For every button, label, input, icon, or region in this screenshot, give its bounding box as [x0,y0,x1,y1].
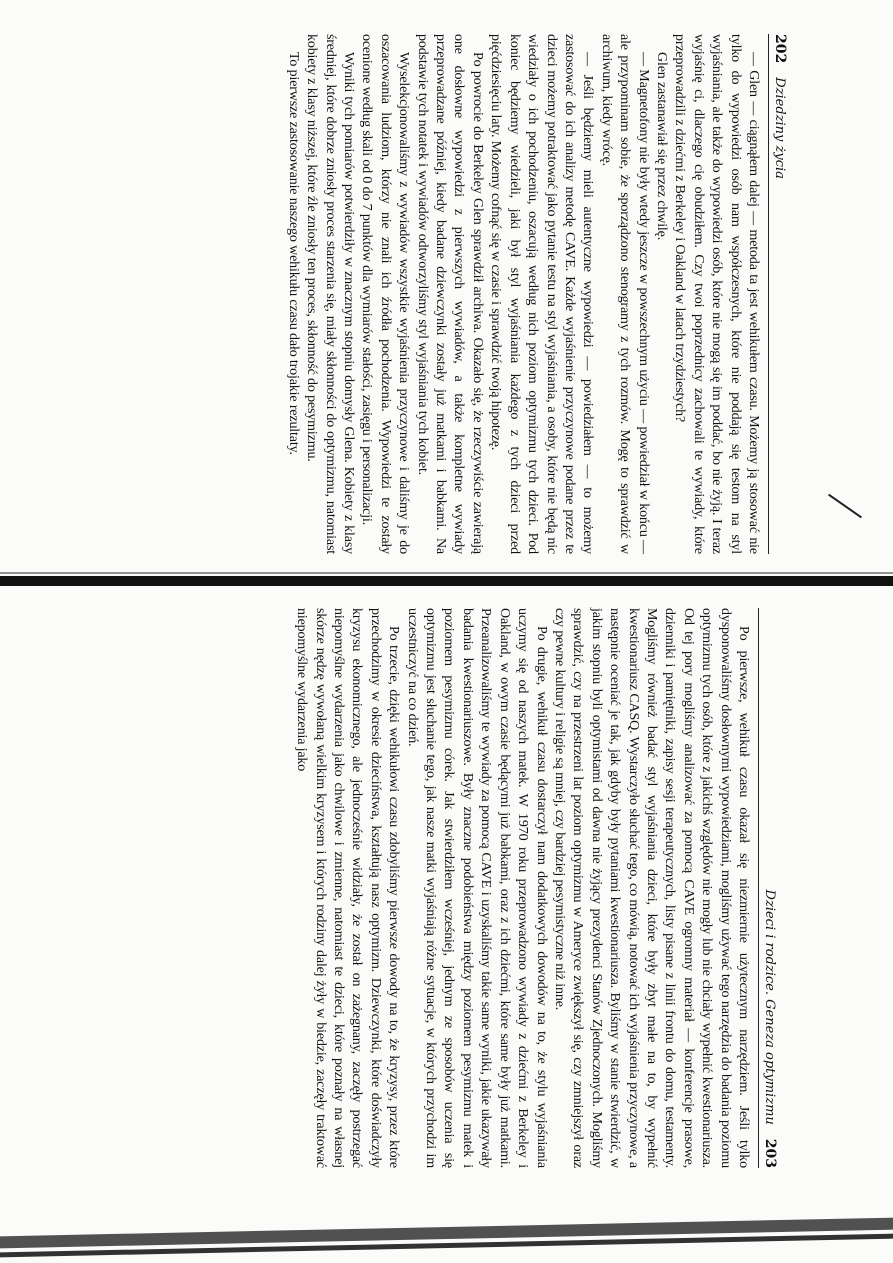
running-head-right [758,608,778,1168]
paragraph: — Glen — ciągnąłem dalej — metoda ta jest wehikułem czasu. Możemy ją stosować nie tylko do wypowiedzi osób nam współczesnych, które nie poddają się testom na styl wyjaśniania, ale także do wypowiedzi osób, które nie mogą się im poddać, bo nie żyją. I teraz wyjaśnię ci, dlaczego cię obudziłem. Czy twoi poprzednicy zachowali te wywiady, które przeprowadzili z dziećmi z Berkeley i Oakland w latach trzydziestych? [672,34,761,554]
paragraph: Po drugie, wehikuł czasu dostarczył nam dodatkowych dowodów na to, że stylu wyjaśniania uczymy się od naszych matek. W 1970 roku przeprowadzono wywiady z dziećmi z Berkeley i Oakland, w owym czasie będącymi już babkami, oraz z ich dziećmi, które same były już matkami. Przeanalizowaliśmy te wywiady za pomocą CAVE i uzyskaliśmy takie same wyniki, jakie ukazywały badania kwestionariuszowe. Były znaczne podobieństwa między poziomem pesymizmu matek i poziomem pesymizmu córek. Jak stwierdziłem wcześniej, jednym ze sposobów uczenia się optymizmu jest słuchanie tego, jak nasze matki wyjaśniają różne sytuacje, w których przychodzi im uczestniczyć na co dzień. [404,608,549,1168]
paragraph: Wyselekcjonowaliśmy z wywiadów wszystkie wyjaśnienia przyczynowe i daliśmy je do oszacowania ludziom, którzy nie znali ich źródła pochodzenia. Wypowiedzi te zostały ocenione według skali od 0 do 7 punktów dla wymiarów stałości, zasięgu i personalizacji. [359,34,412,554]
paragraph: Wyniki tych pomiarów potwierdziły w znacznym stopniu domysły Glena. Kobiety z klasy średniej, które dobrze zniosły proces starzenia się, miały skłonności do optymizmu, natomiast kobiety z klasy niższej, które źle zniosły ten proces, skłonność do pesymizmu. [304,34,357,554]
scan-edge-artifact [0,1205,893,1263]
book-gutter-shadow [0,572,893,574]
running-head-left [768,34,788,554]
page-number: 202 [772,34,788,64]
paragraph: Po powrocie do Berkeley Glen sprawdził archiwa. Okazało się, że rzeczywiście zawierają one dosłowne wypowiedzi z pierwszych wywiadów, a także kompletne wywiady przeprowadzane później, kiedy badane dziewczynki zostały już matkami i babkami. Na podstawie tych notatek i wywiadów odtworzyliśmy styl wyjaśniania tych kobiet. [414,34,485,554]
paragraph: Po pierwsze, wehikuł czasu okazał się niezmiernie użytecznym narzędziem. Jeśli tylko dysponowaliśmy dosłownymi wypowiedziami, mogliśmy używać tego narzędzia do badania poziomu optymizmu tych osób, które z jakichś względów nie mogły lub nie chciały wypełnić kwestionariusza. Od tej pory mogliśmy analizować za pomocą CAVE ogromny materiał — konferencje prasowe, dzienniki i pamiętniki, zapisy sesji terapeutycznych, listy pisane z linii frontu do domu, testamenty. Mogliśmy również badać styl wyjaśniania dzieci, które były zbyt małe na to, by wypełnić kwestionariusz CASQ. Wystarczyło słuchać tego, co mówią, notować ich wyjaśnienia przyczynowe, a następnie oceniać je tak, jak gdyby były pytaniami kwestionariusza. Byliśmy w stanie stwierdzić, w jakim stopniu byli optymistami od dawna nie żyjący prezydenci Stanów Zjednoczonych. Mogliśmy sprawdzić, czy na przestrzeni lat poziom optymizmu w Ameryce zwiększył się, czy zmniejszył oraz czy pewne kultury i religie są mniej, czy bardziej pesymistyczne niż inne. [551,608,751,1168]
paragraph: Glen zastanawiał się przez chwilę. [653,52,669,241]
paragraph: To pierwsze zastosowanie naszego wehikułu czasu dało trojakie rezultaty. [285,52,301,455]
body-text [292,608,752,1168]
book-spine [0,576,893,586]
paragraph: — Magnetofony nie były wtedy jeszcze w powszechnym użyciu — powiedział w końcu — ale przypominam sobie, że sporządzono stenogramy z tych rozmów. Mogę to sprawdzić w archiwum, kiedy wrócę. [598,34,651,554]
body-text [283,34,762,554]
running-title: Dziedziny życia [772,77,787,179]
paragraph: — Jeśli będziemy mieli autentyczne wypowiedzi — powiedziałem — to możemy zastosować do ich analizy metodę CAVE. Każde wyjaśnienie przyczynowe podane przez te dzieci możemy potraktować jako pytanie testu na styl wyjaśniania, a osoby, które nie będą nic wiedziały o ich pochodzeniu, oszacują według nich poziom optymizmu tych dzieci. Pod koniec będziemy wiedzieli, jaki był styl wyjaśniania każdego z tych dzieci przed pięćdziesięciu laty. Możemy cofnąć się w czasie i sprawdzić twoją hipotezę. [488,34,596,554]
left-page [28,34,788,554]
paragraph: Po trzecie, dzięki wehikułowi czasu zdobyliśmy pierwsze dowody na to, że kryzysy, przez które przechodzimy w okresie dzieciństwa, kształtują nasz optymizm. Dziewczynki, które doświadczyły kryzysu ekonomicznego, ale jednocześnie widziały, że został on zażegnany, zaczęły postrzegać niepomyślne wydarzenia jako chwilowe i zmienne, natomiast te dzieci, które poznały na własnej skórze nędzę wywołaną wielkim kryzysem i których rodziny dalej żyły w biedzie, zaczęły traktować niepomyślne wydarzenia jako [294,608,402,1168]
page-number: 203 [762,1138,778,1168]
running-title: Dzieci i rodzice. Geneza optymizmu [762,889,777,1125]
right-page [18,608,778,1168]
